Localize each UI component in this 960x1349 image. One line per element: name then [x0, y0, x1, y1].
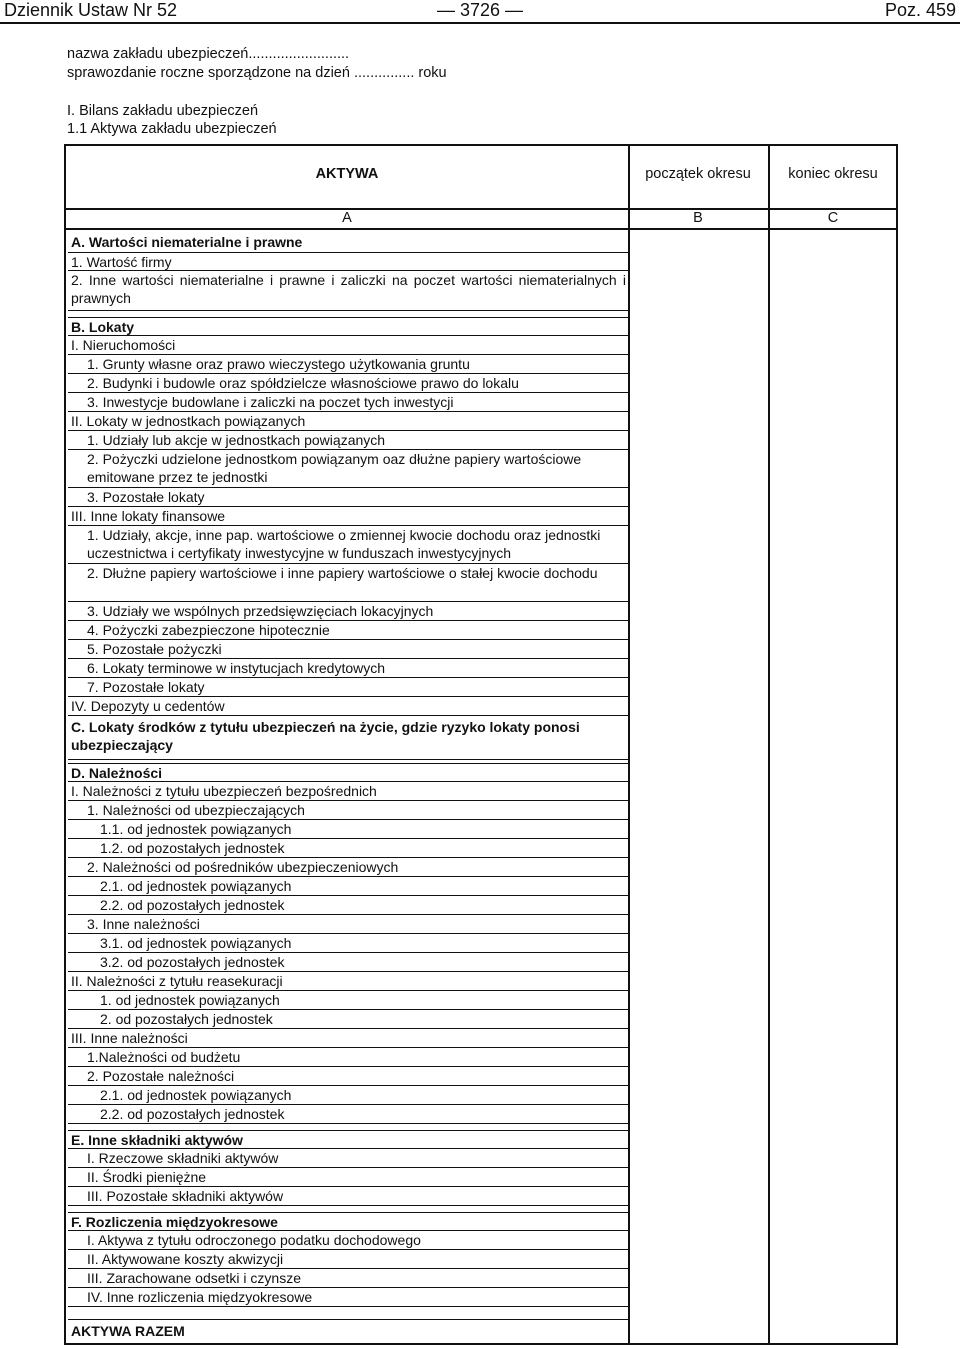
journal-name: Dziennik Ustaw Nr 52	[4, 0, 178, 20]
row-f-iii: III. Zarachowane odsetki i czynsze	[68, 1269, 628, 1288]
row-d-ii: II. Należności z tytułu reasekuracji	[68, 972, 628, 991]
code-divider	[66, 228, 896, 230]
row-d-ii-1: 1. od jednostek powiązanych	[68, 991, 628, 1010]
row-d-i-3-2: 3.2. od pozostałych jednostek	[68, 953, 628, 972]
row-d-iii-1: 1.Należności od budżetu	[68, 1048, 628, 1067]
row-b-ii-1: 1. Udziały lub akcje w jednostkach powiązanych	[68, 431, 628, 450]
row-d-i: I. Należności z tytułu ubezpieczeń bezpośrednich	[68, 782, 628, 801]
section-title: I. Bilans zakładu ubezpieczeń	[67, 103, 259, 119]
row-b-iii-5: 5. Pozostałe pożyczki	[68, 640, 628, 659]
row-d-iii-2: 2. Pozostałe należności	[68, 1067, 628, 1086]
row-b-ii-3: 3. Pozostałe lokaty	[68, 488, 628, 507]
row-total: AKTYWA RAZEM	[68, 1319, 628, 1341]
row-b-iii-2: 2. Dłużne papiery wartościowe i inne papiery wartościowe o stałej kwocie dochodu	[68, 564, 628, 602]
subsection-title: 1.1 Aktywa zakładu ubezpieczeń	[67, 121, 277, 137]
row-e-ii: II. Środki pieniężne	[68, 1168, 628, 1187]
row-d-i-2-2: 2.2. od pozostałych jednostek	[68, 896, 628, 915]
column-divider-b	[628, 146, 630, 1343]
code-b: B	[693, 210, 703, 226]
row-d-i-1: 1. Należności od ubezpieczających	[68, 801, 628, 820]
row-b-iv: IV. Depozyty u cedentów	[68, 697, 628, 716]
row-b-i-3: 3. Inwestycje budowlane i zaliczki na poczet tych inwestycji	[68, 393, 628, 412]
row-d-i-3-1: 3.1. od jednostek powiązanych	[68, 934, 628, 953]
row-b-i: I. Nieruchomości	[68, 336, 628, 355]
row-b-ii: II. Lokaty w jednostkach powiązanych	[68, 412, 628, 431]
row-d-i-1-1: 1.1. od jednostek powiązanych	[68, 820, 628, 839]
row-f-i: I. Aktywa z tytułu odroczonego podatku dochodowego	[68, 1231, 628, 1250]
row-d-i-3: 3. Inne należności	[68, 915, 628, 934]
row-d-i-2-1: 2.1. od jednostek powiązanych	[68, 877, 628, 896]
row-f: F. Rozliczenia międzyokresowe	[68, 1212, 628, 1231]
row-d-iii: III. Inne należności	[68, 1029, 628, 1048]
row-b-i-2: 2. Budynki i budowle oraz spółdzielcze własnościowe prawo do lokalu	[68, 374, 628, 393]
assets-table	[64, 144, 898, 1345]
code-c: C	[827, 210, 839, 226]
column-header-c: koniec okresu	[788, 166, 878, 182]
row-d-i-1-2: 1.2. od pozostałych jednostek	[68, 839, 628, 858]
table-title: AKTYWA	[315, 166, 379, 182]
column-header-b: początek okresu	[645, 166, 751, 182]
row-e-i: I. Rzeczowe składniki aktywów	[68, 1149, 628, 1168]
row-d-i-2: 2. Należności od pośredników ubezpieczeniowych	[68, 858, 628, 877]
row-a-1: 1. Wartość firmy	[68, 252, 628, 271]
row-d-iii-2-1: 2.1. od jednostek powiązanych	[68, 1086, 628, 1105]
position-number: Poz. 459	[884, 0, 956, 20]
column-divider-c	[768, 146, 770, 1343]
row-c: C. Lokaty środków z tytułu ubezpieczeń na życie, gdzie ryzyko lokaty ponosi ubezpieczający	[68, 716, 628, 760]
header-rule	[0, 22, 960, 24]
row-e-iii: III. Pozostałe składniki aktywów	[68, 1187, 628, 1206]
row-d-ii-2: 2. od pozostałych jednostek	[68, 1010, 628, 1029]
row-b-i-1: 1. Grunty własne oraz prawo wieczystego użytkowania gruntu	[68, 355, 628, 374]
code-a: A	[342, 210, 352, 226]
insurer-name-line: nazwa zakładu ubezpieczeń.........................	[67, 46, 350, 62]
page-number: — 3726 —	[436, 0, 524, 20]
row-a: A. Wartości niematerialne i prawne	[71, 234, 303, 250]
row-b: B. Lokaty	[68, 317, 628, 336]
row-f-iv: IV. Inne rozliczenia międzyokresowe	[68, 1288, 628, 1307]
row-e: E. Inne składniki aktywów	[68, 1130, 628, 1149]
page-header	[0, 0, 960, 22]
row-b-iii-3: 3. Udziały we wspólnych przedsięwzięciach lokacyjnych	[68, 602, 628, 621]
row-d: D. Należności	[68, 763, 628, 782]
row-b-ii-2: 2. Pożyczki udzielone jednostkom powiązanym oaz dłużne papiery wartościowe emitowane przez te jednostki	[68, 450, 628, 488]
report-date-line: sprawozdanie roczne sporządzone na dzień ............... roku	[67, 65, 447, 81]
row-b-iii-6: 6. Lokaty terminowe w instytucjach kredytowych	[68, 659, 628, 678]
row-f-ii: II. Aktywowane koszty akwizycji	[68, 1250, 628, 1269]
row-d-iii-2-2: 2.2. od pozostałych jednostek	[68, 1105, 628, 1124]
row-b-iii: III. Inne lokaty finansowe	[68, 507, 628, 526]
row-b-iii-7: 7. Pozostałe lokaty	[68, 678, 628, 697]
row-b-iii-1: 1. Udziały, akcje, inne pap. wartościowe o zmiennej kwocie dochodu oraz jednostki uczestnictwa i certyfikaty inwestycyjne w funduszach inwestycyjnych	[68, 526, 628, 564]
row-a-2: 2. Inne wartości niematerialne i prawne i zaliczki na poczet wartości niematerialnych i prawnych	[68, 271, 628, 311]
row-b-iii-4: 4. Pożyczki zabezpieczone hipotecznie	[68, 621, 628, 640]
